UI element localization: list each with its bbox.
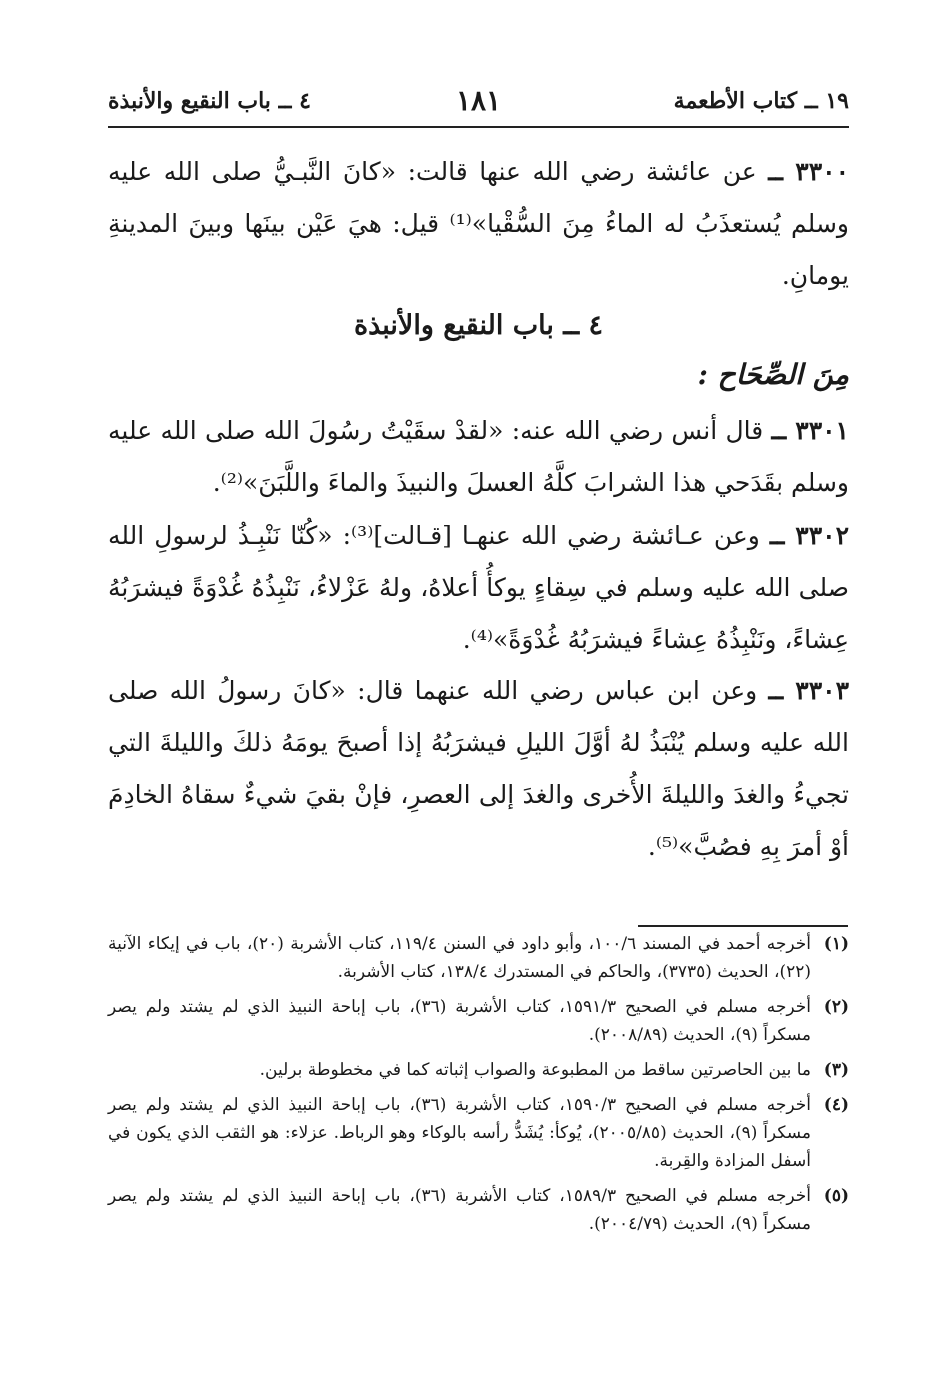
- source-label: مِنَ الصِّحَاح :: [697, 358, 849, 391]
- hadith-3301: [108, 405, 849, 509]
- hadith-text: قال أنس رضي الله عنه: «لقدْ سقَيْتُ رسُولَ الله صلى الله عليه وسلم بقَدَحي هذا الشرابَ كلَّهُ العسلَ والنبيذَ والماءَ واللَّبَنَ»⁽²⁾.: [108, 416, 849, 497]
- footnote-text: أخرجه مسلم في الصحيح ١٥٨٩/٣، كتاب الأشربة (٣٦)، باب إباحة النبيذ الذي لم يشتد ولم يصر مسكراً (٩)، الحديث (٢٠٠٤/٧٩).: [108, 1186, 811, 1234]
- running-header: [108, 84, 849, 120]
- footnote-3: [108, 1056, 849, 1084]
- footnote-5: [108, 1182, 849, 1238]
- footnote-number: (٣): [823, 1060, 849, 1080]
- hadith-3303: [108, 665, 849, 873]
- hadith-number: ٣٣٠١ ــ: [771, 416, 849, 445]
- footnote-text: أخرجه مسلم في الصحيح ١٥٩١/٣، كتاب الأشربة (٣٦)، باب إباحة النبيذ الذي لم يشتد ولم يصر مسكراً (٩)، الحديث (٢٠٠٨/٨٩).: [108, 997, 811, 1045]
- footnote-text: أخرجه أحمد في المسند ١٠٠/٦، وأبو داود في السنن ١١٩/٤، كتاب الأشربة (٢٠)، باب في إيكاء الآنية (٢٢)، الحديث (٣٧٣٥)، والحاكم في المستدرك ١٣٨/٤، كتاب الأشربة.: [108, 934, 811, 982]
- footnote-2: [108, 993, 849, 1049]
- hadith-3302: [108, 510, 849, 666]
- footnotes: [108, 930, 849, 1245]
- hadith-number: ٣٣٠٠ ــ: [768, 157, 849, 186]
- hadith-3300: [108, 146, 849, 302]
- footnote-text: أخرجه مسلم في الصحيح ١٥٩٠/٣، كتاب الأشربة (٣٦)، باب إباحة النبيذ الذي لم يشتد ولم يصر مسكراً (٩)، الحديث (٢٠٠٥/٨٥)، يُوكأ: يُشَدُّ رأسه بالوكاء وهو الرباط. عزلاء: هو الثقب الذي يكون في أسفل المزادة والقِربة.: [108, 1095, 811, 1171]
- section-running-title: ٤ ــ باب النقيع والأنبذة: [108, 88, 311, 114]
- footnote-divider: [638, 925, 848, 927]
- hadith-number: ٣٣٠٢ ــ: [769, 521, 849, 550]
- hadith-number: ٣٣٠٣ ــ: [768, 676, 849, 705]
- hadith-text: عن عائشة رضي الله عنها قالت: «كانَ النَّبـيُّ صلى الله عليه وسلم يُستعذَبُ له الماءُ مِنَ السُّقْيا»⁽¹⁾ قيل: هيَ عَيْن بينَها وبينَ المدينةِ يومانِ.: [108, 157, 849, 290]
- footnote-text: ما بين الحاصرتين ساقط من المطبوعة والصواب إثباته كما في مخطوطة برلين.: [259, 1060, 811, 1080]
- page-number: ١٨١: [455, 84, 502, 117]
- header-divider: [108, 126, 849, 128]
- footnote-number: (٥): [823, 1186, 849, 1206]
- footnote-number: (٤): [823, 1095, 849, 1115]
- section-title: ٤ ــ باب النقيع والأنبذة: [353, 310, 604, 341]
- hadith-text: وعن ابن عباس رضي الله عنهما قال: «كانَ رسولُ الله صلى الله عليه وسلم يُنْبَذُ لهُ أوَّلَ الليلِ فيشرَبُهُ إذا أصبحَ يومَهُ ذلكَ والليلةَ التي تجيءُ والغدَ والليلةَ الأُخرى والغدَ إلى العصرِ، فإنْ بقيَ شيءٌ سقاهُ الخادِمَ أوْ أمرَ بِهِ فصُبَّ»⁽⁵⁾.: [108, 676, 849, 861]
- footnote-4: [108, 1091, 849, 1175]
- hadith-text: وعن عـائشة رضي الله عنهـا [قـالت]⁽³⁾: «كُنّا نَنْبِـذُ لرسولِ الله صلى الله عليه وسلم في سِقاءٍ يوكأُ أعلاهُ، ولهُ عَزْلاءُ، نَنْبِذُهُ غُدْوَةً فيشرَبُهُ عِشاءً، ونَنْبِذُهُ عِشاءً فيشرَبُهُ غُدْوَةً»⁽⁴⁾.: [108, 521, 849, 654]
- footnote-number: (١): [823, 934, 849, 954]
- footnote-1: [108, 930, 849, 986]
- chapter-title: ١٩ ــ كتاب الأطعمة: [673, 88, 849, 114]
- footnote-number: (٢): [823, 997, 849, 1017]
